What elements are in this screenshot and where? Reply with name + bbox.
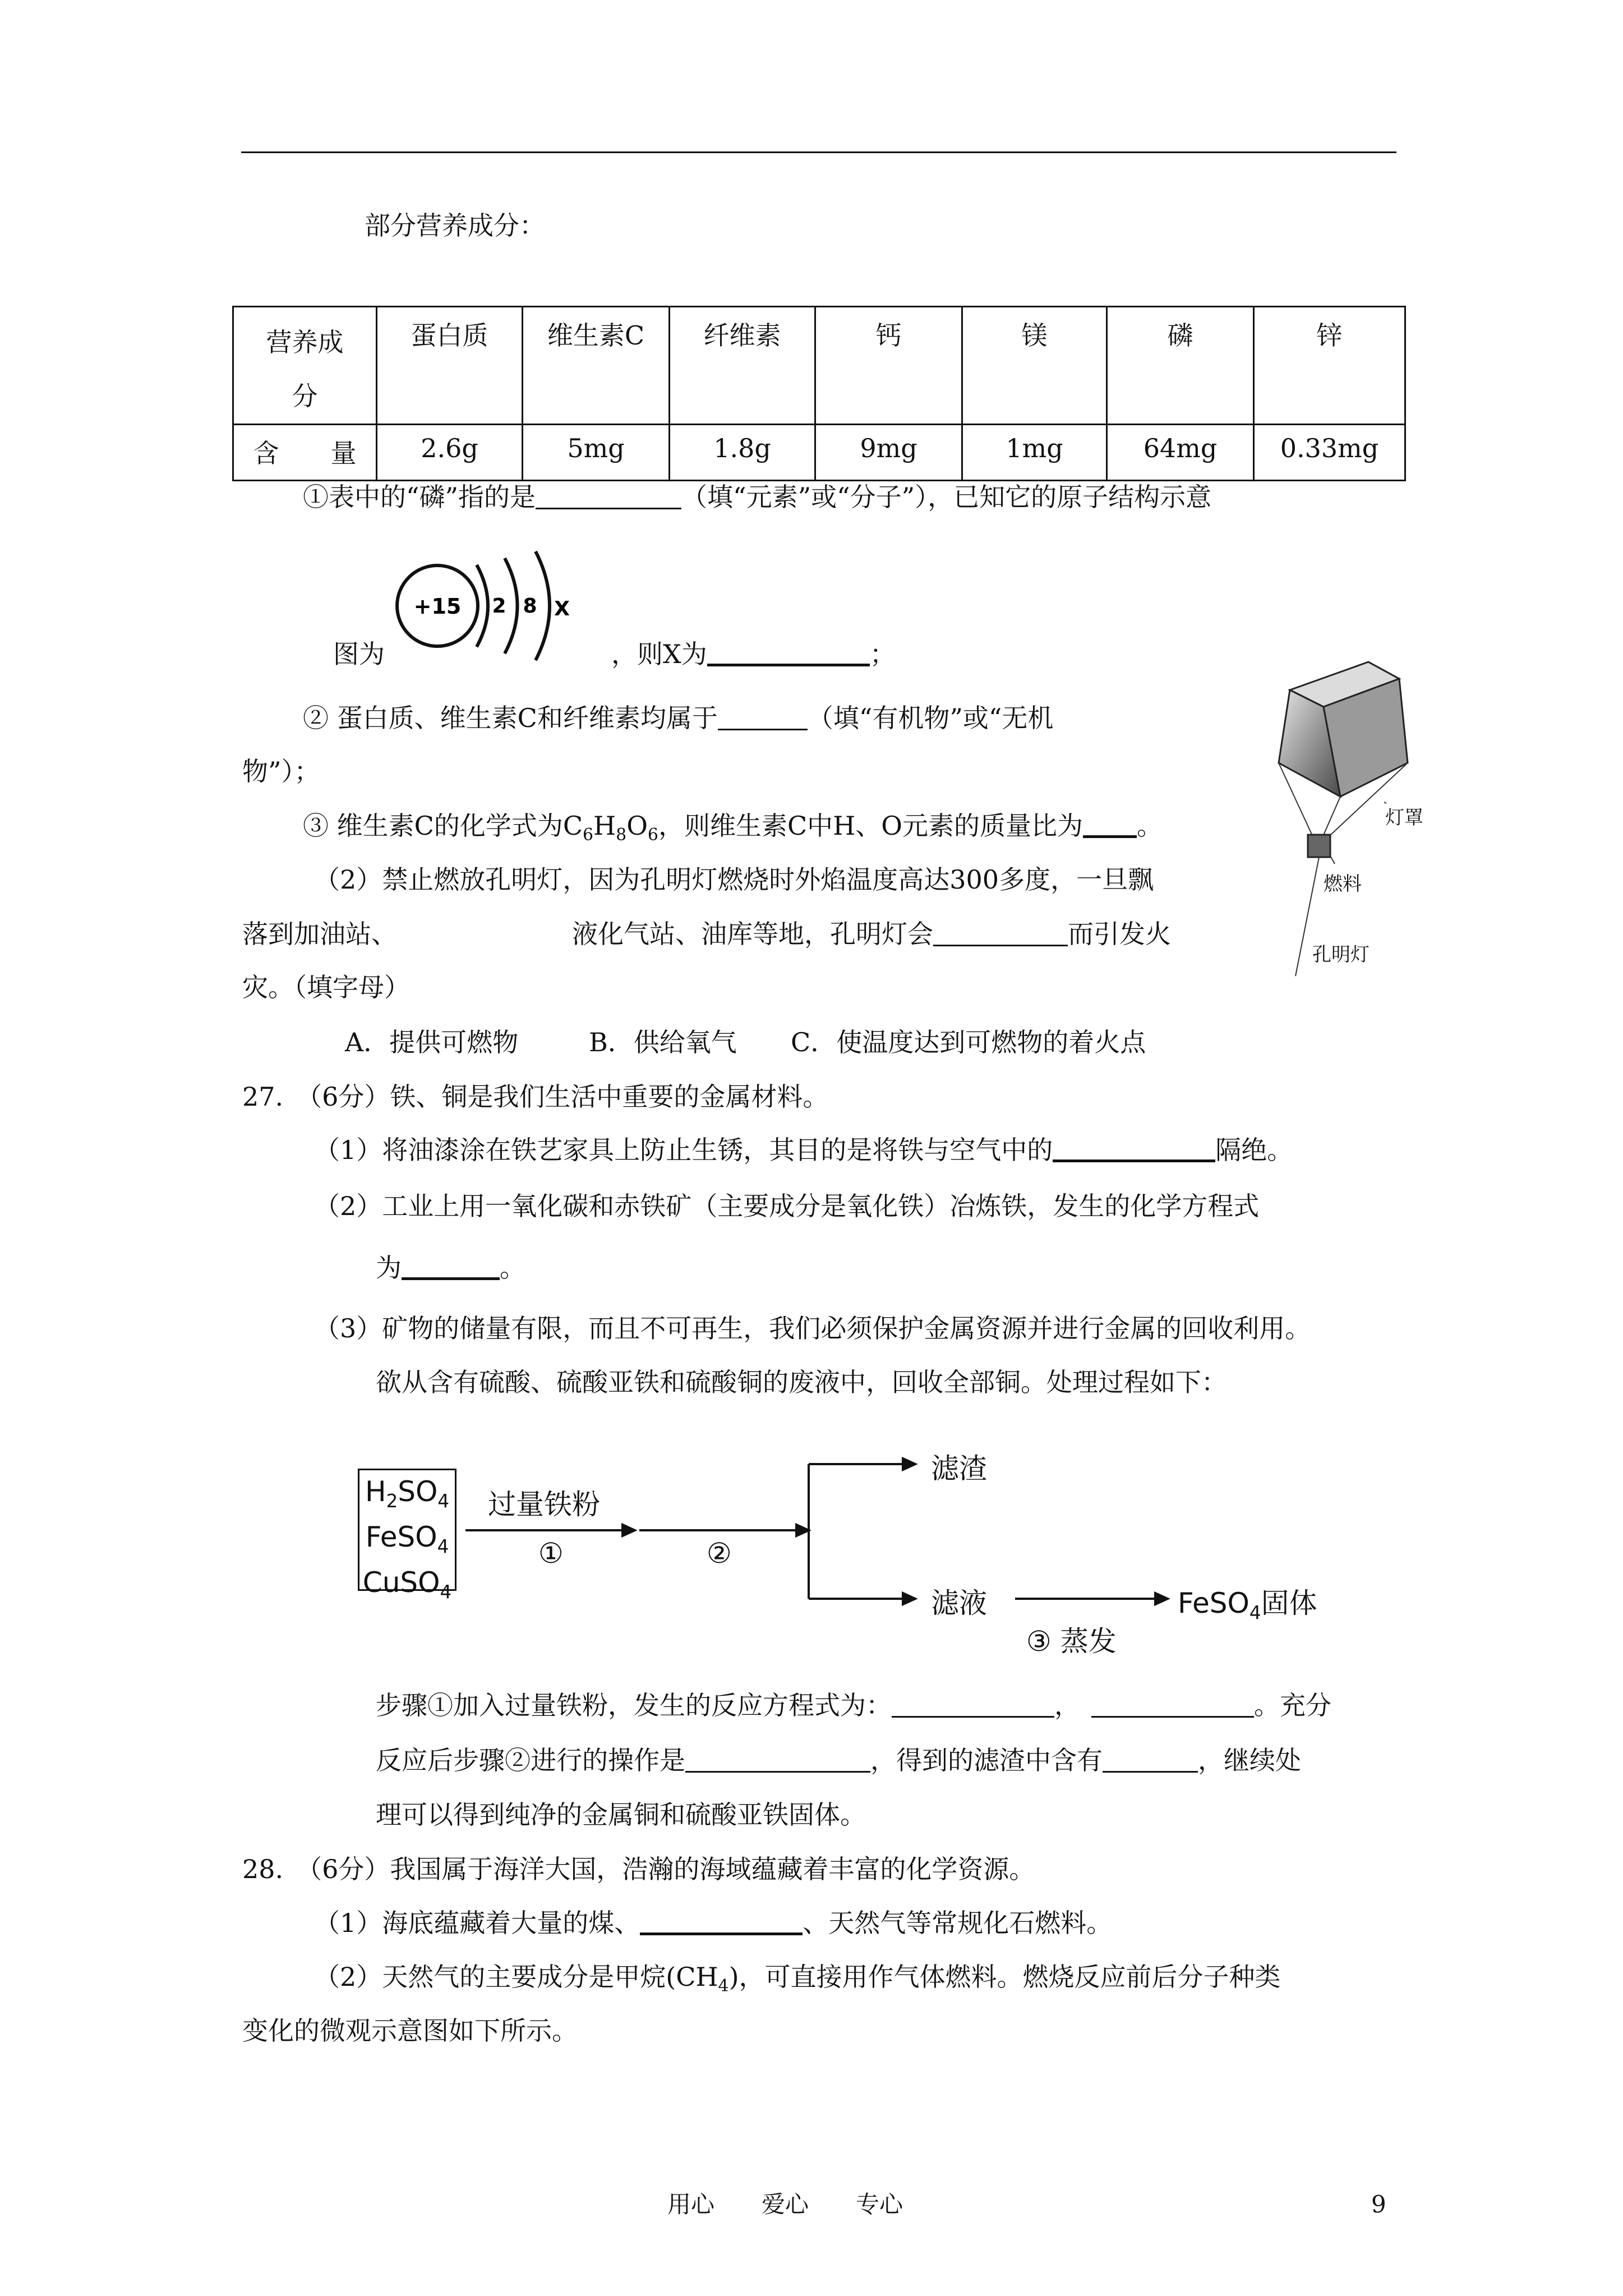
question-28-part-1: （1）海底蕴藏着大量的煤、 、天然气等常规化石燃料。 bbox=[314, 1908, 1113, 1938]
option-c: C．使温度达到可燃物的着火点 bbox=[791, 1027, 1146, 1057]
question-27-part-2: （2）工业上用一氧化碳和赤铁矿（主要成分是氧化铁）冶炼铁，发生的化学方程式 bbox=[314, 1191, 1260, 1221]
table-cell: 5mg bbox=[523, 425, 670, 481]
footer-motto: 用心 爱心 专心 bbox=[667, 2191, 903, 2218]
flow-output-filtrate: 滤液 bbox=[931, 1587, 987, 1619]
shell-1-count: 2 bbox=[492, 595, 506, 618]
flow-step-1-label: 过量铁粉 bbox=[488, 1488, 600, 1521]
flow-output-residue: 滤渣 bbox=[931, 1452, 987, 1485]
table-header-cell: 纤维素 bbox=[670, 307, 815, 425]
table-cell: 2.6g bbox=[377, 425, 523, 481]
question-2-line-1: ② 蛋白质、维生素C和纤维素均属于 （填“有机物”或“无机 bbox=[303, 703, 1054, 733]
question-1-line-2: 图为 bbox=[333, 639, 385, 669]
page-number: 9 bbox=[1371, 2191, 1386, 2218]
table-cell: 含 量 bbox=[233, 425, 377, 481]
flow-step-2-number: ② bbox=[707, 1537, 732, 1570]
shell-2-count: 8 bbox=[523, 595, 537, 618]
question-27-title: 27. （6分）铁、铜是我们生活中重要的金属材料。 bbox=[242, 1082, 829, 1112]
flow-product: FeSO$_4$固体 bbox=[1178, 1587, 1317, 1623]
answer-blank[interactable] bbox=[536, 482, 681, 509]
question-27-part-2b: 为 。 bbox=[376, 1253, 525, 1283]
question-28-title: 28. （6分）我国属于海洋大国，浩瀚的海域蕴藏着丰富的化学资源。 bbox=[242, 1854, 1035, 1884]
shell-3-count: X bbox=[554, 597, 570, 620]
flow-step-1-number: ① bbox=[538, 1537, 564, 1570]
question-27-part-3a: （3）矿物的储量有限，而且不可再生，我们必须保护金属资源并进行金属的回收利用。 bbox=[314, 1313, 1311, 1343]
answer-blank[interactable] bbox=[707, 638, 870, 666]
answer-blank[interactable] bbox=[1091, 1690, 1254, 1718]
answer-blank[interactable] bbox=[1083, 809, 1137, 838]
nutrition-table bbox=[232, 306, 1406, 481]
step-3-line: 理可以得到纯净的金属铜和硫酸亚铁固体。 bbox=[376, 1800, 866, 1830]
table-header-cell: 锌 bbox=[1254, 307, 1405, 425]
waste-liquid-box bbox=[358, 1469, 457, 1603]
answer-blank[interactable] bbox=[685, 1745, 870, 1773]
question-27-part-3b: 欲从含有硫酸、硫酸亚铁和硫酸铜的废液中，回收全部铜。处理过程如下： bbox=[376, 1367, 1227, 1397]
figure-label-lantern: 孔明灯 bbox=[1312, 944, 1370, 966]
kongming-line-3: 灾。（填字母） bbox=[242, 972, 410, 1002]
question-1-line-2b: ，则X为 ； bbox=[611, 639, 896, 669]
kongming-line-2a: 落到加油站、 bbox=[242, 919, 397, 949]
table-header-cell: 营养成分 bbox=[233, 307, 377, 425]
answer-blank[interactable] bbox=[933, 919, 1068, 946]
figure-label-fuel: 燃料 bbox=[1324, 873, 1362, 895]
question-28-part-3: 变化的微观示意图如下所示。 bbox=[242, 2016, 578, 2046]
table-cell: 1.8g bbox=[670, 425, 815, 481]
input-cuso4: CuSO$_4$ bbox=[362, 1566, 452, 1603]
table-header-cell: 磷 bbox=[1107, 307, 1254, 425]
question-3: ③ 维生素C的化学式为$C_6H_8O_6$，则维生素C中H、O元素的质量比为 。 bbox=[303, 811, 1163, 845]
step-2-line: 反应后步骤②进行的操作是 ，得到的滤渣中含有 ，继续处 bbox=[376, 1745, 1301, 1775]
table-cell: 64mg bbox=[1107, 425, 1254, 481]
process-flow-arrows bbox=[454, 1436, 1183, 1638]
answer-blank[interactable] bbox=[892, 1690, 1054, 1718]
table-cell: 1mg bbox=[962, 425, 1107, 481]
kongming-line-2b: 液化气站、油库等地，孔明灯会 而引发火 bbox=[572, 919, 1171, 949]
option-b: B．供给氧气 bbox=[589, 1027, 737, 1057]
flow-step-3-label: ③ 蒸发 bbox=[1026, 1625, 1117, 1658]
table-header-cell: 钙 bbox=[815, 307, 962, 425]
question-2-line-2: 物”）； bbox=[242, 756, 320, 786]
kongming-line-1: （2）禁止燃放孔明灯，因为孔明灯燃烧时外焰温度高达300多度，一旦飘 bbox=[314, 864, 1154, 895]
input-h2so4: $H_2SO_4$ bbox=[365, 1475, 450, 1512]
electron-shell-2 bbox=[505, 558, 518, 654]
section-intro: 部分营养成分： bbox=[365, 210, 545, 241]
table-header-cell: 维生素C bbox=[523, 307, 670, 425]
table-header-cell: 镁 bbox=[962, 307, 1107, 425]
answer-blank[interactable] bbox=[1103, 1745, 1198, 1773]
table-cell: 9mg bbox=[815, 425, 962, 481]
answer-blank[interactable] bbox=[1053, 1134, 1215, 1162]
option-a: A．提供可燃物 bbox=[345, 1027, 519, 1057]
table-header-cell: 蛋白质 bbox=[377, 307, 523, 425]
table-row bbox=[233, 425, 1405, 481]
figure-label-lampshade: 灯罩 bbox=[1385, 807, 1423, 829]
question-28-part-2: （2）天然气的主要成分是甲烷$(CH_4)$，可直接用作气体燃料。燃烧反应前后分子种类 bbox=[314, 1962, 1281, 1996]
table-cell: 0.33mg bbox=[1254, 425, 1405, 481]
step-1-line: 步骤①加入过量铁粉，发生的反应方程式为： ， 。充分 bbox=[376, 1690, 1331, 1720]
question-1-line-1: ①表中的“磷”指的是 （填“元素”或“分子”），已知它的原子结构示意 bbox=[303, 482, 1212, 512]
answer-blank[interactable] bbox=[718, 703, 808, 730]
question-27-part-1: （1）将油漆涂在铁艺家具上防止生锈，其目的是将铁与空气中的 隔绝。 bbox=[314, 1135, 1293, 1165]
header-rule bbox=[241, 151, 1396, 153]
table-header-row bbox=[233, 307, 1405, 425]
electron-shell-3 bbox=[536, 551, 550, 660]
answer-blank[interactable] bbox=[402, 1251, 500, 1280]
input-feso4: FeSO$_4$ bbox=[365, 1521, 449, 1557]
atom-structure-diagram bbox=[393, 541, 583, 670]
nucleus-charge: +15 bbox=[413, 594, 462, 619]
answer-blank[interactable] bbox=[640, 1907, 803, 1935]
